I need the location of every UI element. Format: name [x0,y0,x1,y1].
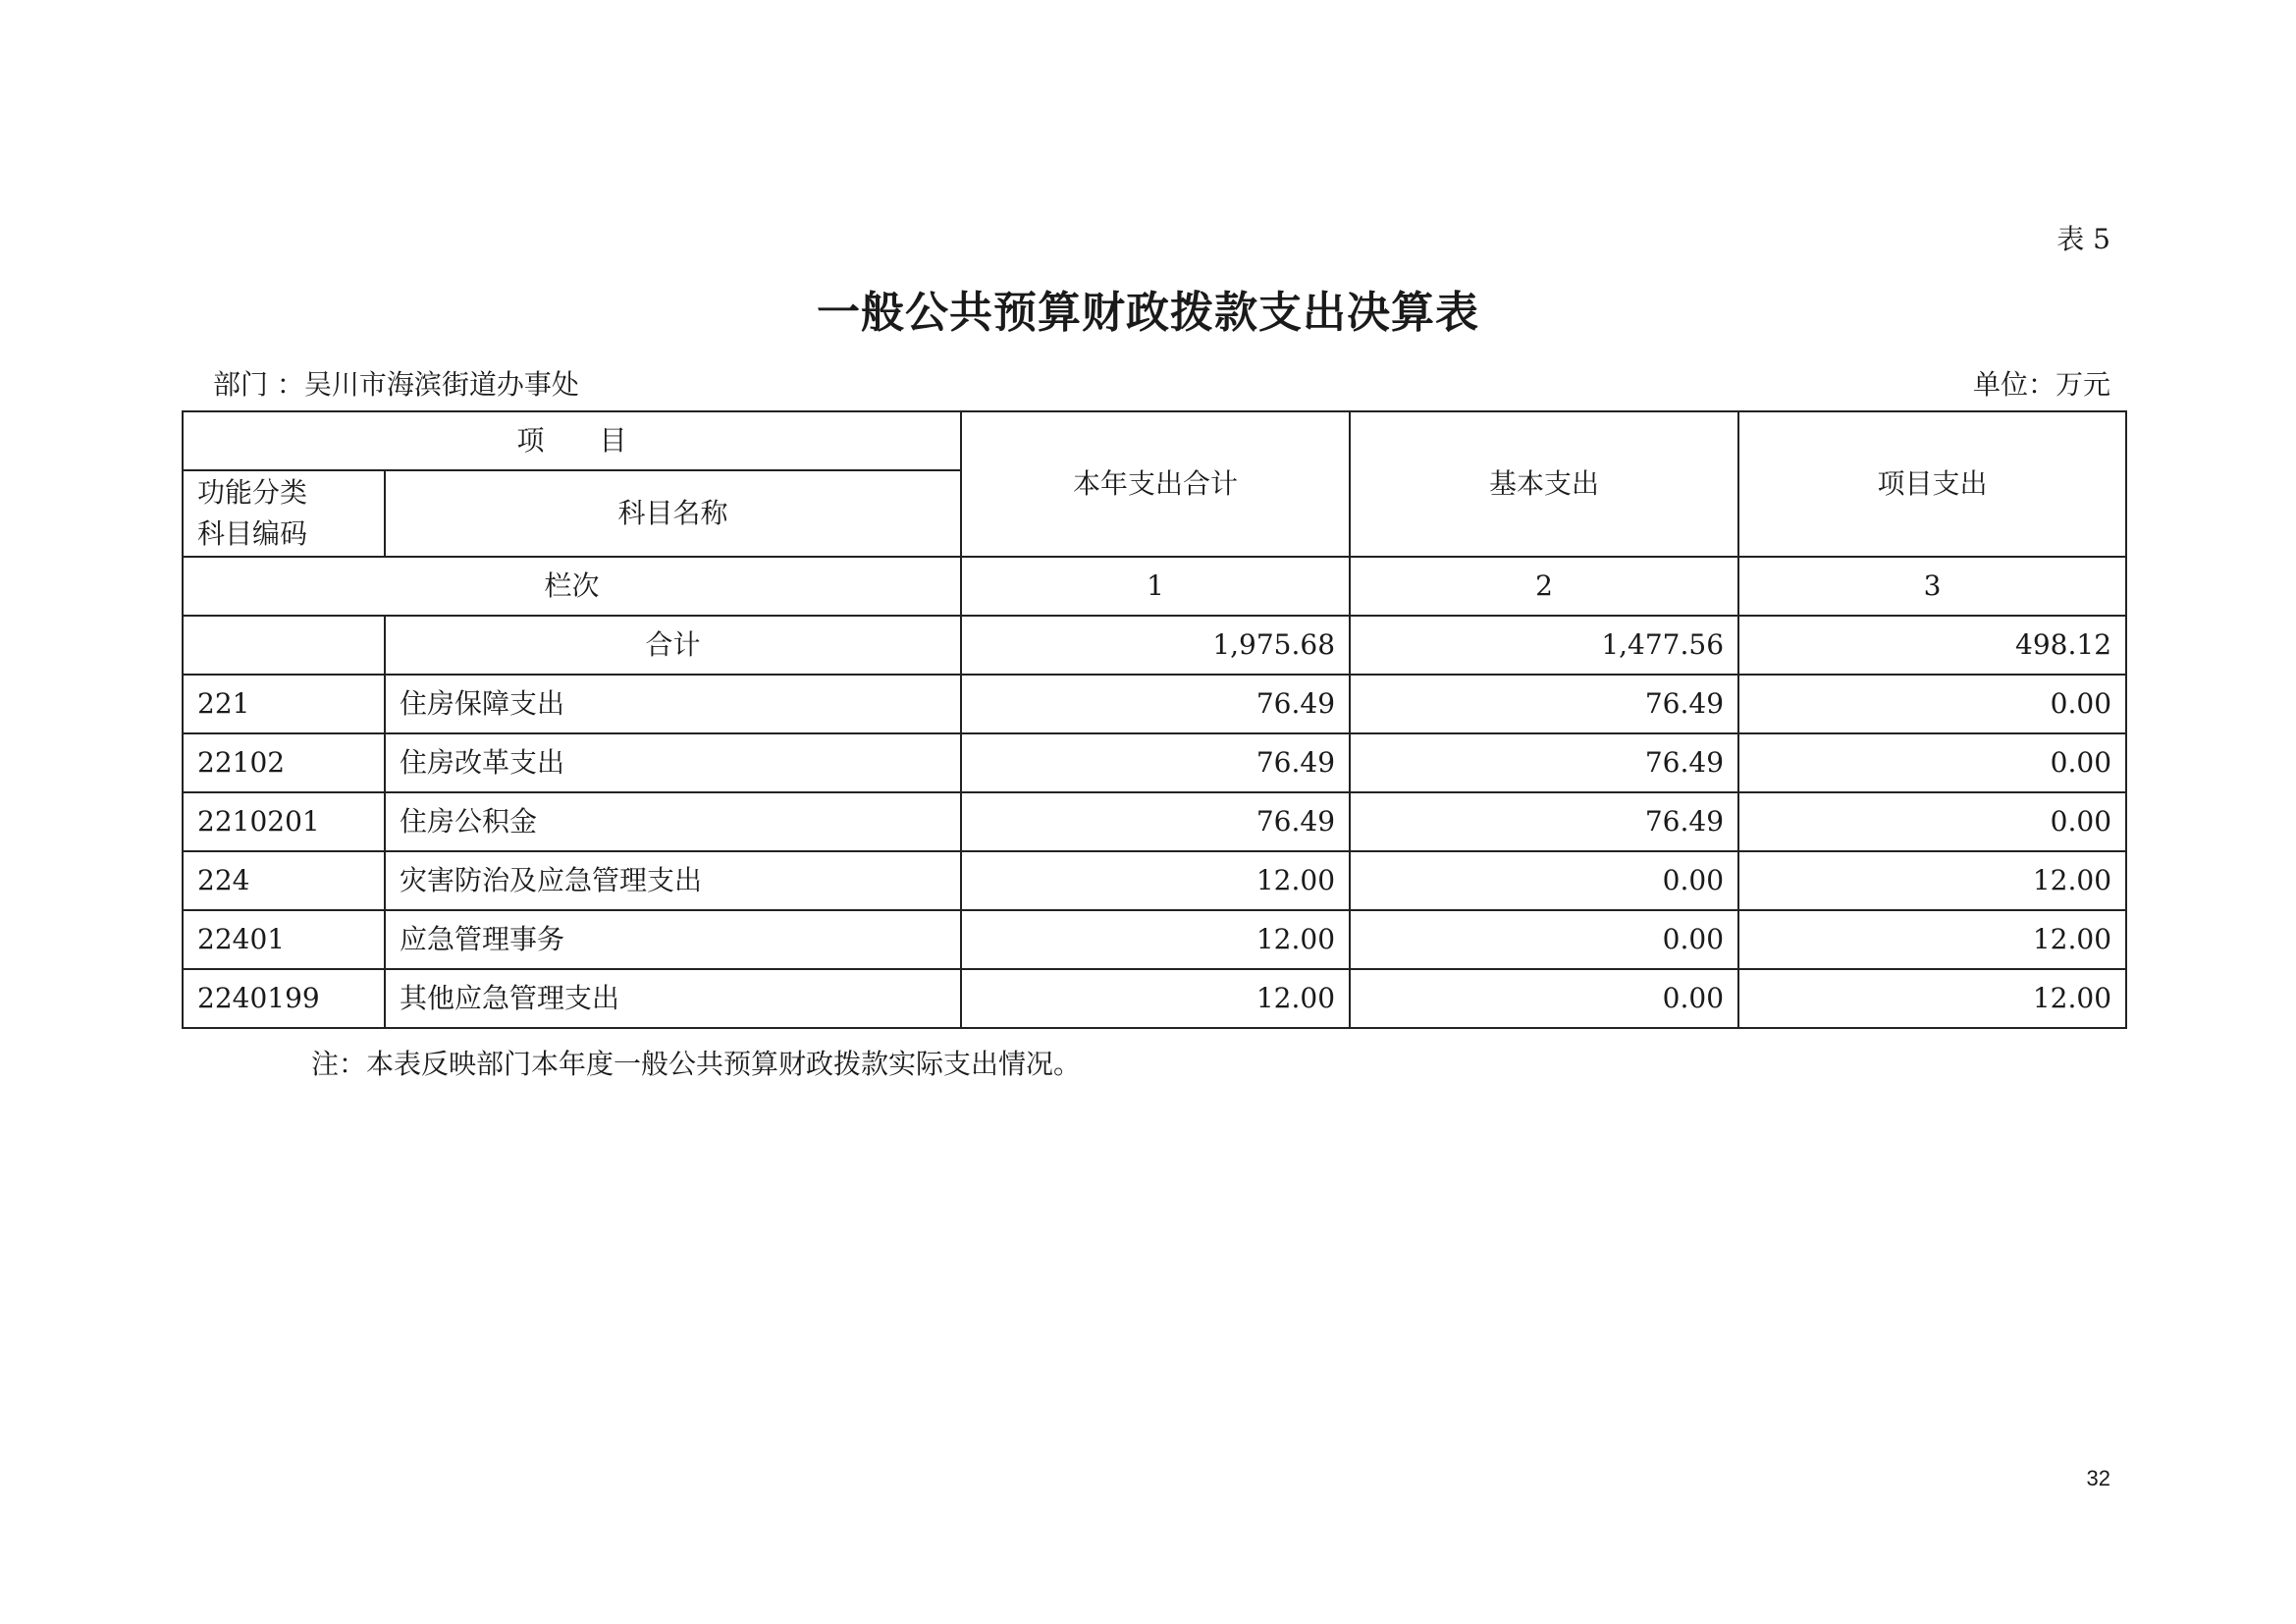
row-name: 住房公积金 [385,792,961,851]
table-row [183,733,2126,792]
row-code: 2240199 [183,969,385,1028]
row-name: 住房保障支出 [385,675,961,733]
row-name: 灾害防治及应急管理支出 [385,851,961,910]
rank-label: 栏次 [183,557,961,616]
row-col1: 76.49 [961,675,1350,733]
header-row-1 [183,411,2126,470]
row-col2: 0.00 [1350,969,1738,1028]
row-col3: 12.00 [1738,851,2126,910]
department-label: 部门 ：吴川市海滨街道办事处 [213,368,579,401]
footnote: 注：本表反映部门本年度一般公共预算财政拨款实际支出情况。 [311,1048,1082,1080]
header-code [183,470,385,557]
row-col2: 76.49 [1350,675,1738,733]
table-row [183,675,2126,733]
total-col3: 498.12 [1738,616,2126,675]
row-name: 其他应急管理支出 [385,969,961,1028]
total-code [183,616,385,675]
row-col1: 76.49 [961,792,1350,851]
table-row [183,792,2126,851]
total-col1: 1,975.68 [961,616,1350,675]
header-col3: 项目支出 [1738,411,2126,557]
row-code: 22401 [183,910,385,969]
rank-3: 3 [1738,557,2126,616]
header-code-line1: 功能分类 [197,476,308,509]
row-code: 22102 [183,733,385,792]
header-col1: 本年支出合计 [961,411,1350,557]
row-col3: 0.00 [1738,733,2126,792]
rank-2: 2 [1350,557,1738,616]
row-code: 2210201 [183,792,385,851]
row-col2: 76.49 [1350,733,1738,792]
page-number: 32 [2086,1466,2110,1490]
row-col2: 0.00 [1350,910,1738,969]
budget-table [182,410,2127,1029]
row-col1: 12.00 [961,851,1350,910]
table-number: 表 5 [2056,223,2110,255]
row-code: 224 [183,851,385,910]
table-row [183,969,2126,1028]
row-col1: 12.00 [961,969,1350,1028]
row-name: 应急管理事务 [385,910,961,969]
row-name: 住房改革支出 [385,733,961,792]
header-code-line2: 科目编码 [197,517,308,550]
rank-1: 1 [961,557,1350,616]
table-row [183,851,2126,910]
header-project: 项 目 [183,411,961,470]
table-row [183,910,2126,969]
row-col1: 76.49 [961,733,1350,792]
row-col3: 12.00 [1738,910,2126,969]
rank-row [183,557,2126,616]
total-row [183,616,2126,675]
page-title: 一般公共预算财政拨款支出决算表 [817,288,1479,338]
row-code: 221 [183,675,385,733]
total-label: 合计 [385,616,961,675]
unit-label: 单位：万元 [1972,368,2110,401]
header-col2: 基本支出 [1350,411,1738,557]
row-col2: 76.49 [1350,792,1738,851]
total-col2: 1,477.56 [1350,616,1738,675]
header-name: 科目名称 [385,470,961,557]
row-col2: 0.00 [1350,851,1738,910]
row-col3: 0.00 [1738,792,2126,851]
row-col3: 12.00 [1738,969,2126,1028]
row-col3: 0.00 [1738,675,2126,733]
row-col1: 12.00 [961,910,1350,969]
